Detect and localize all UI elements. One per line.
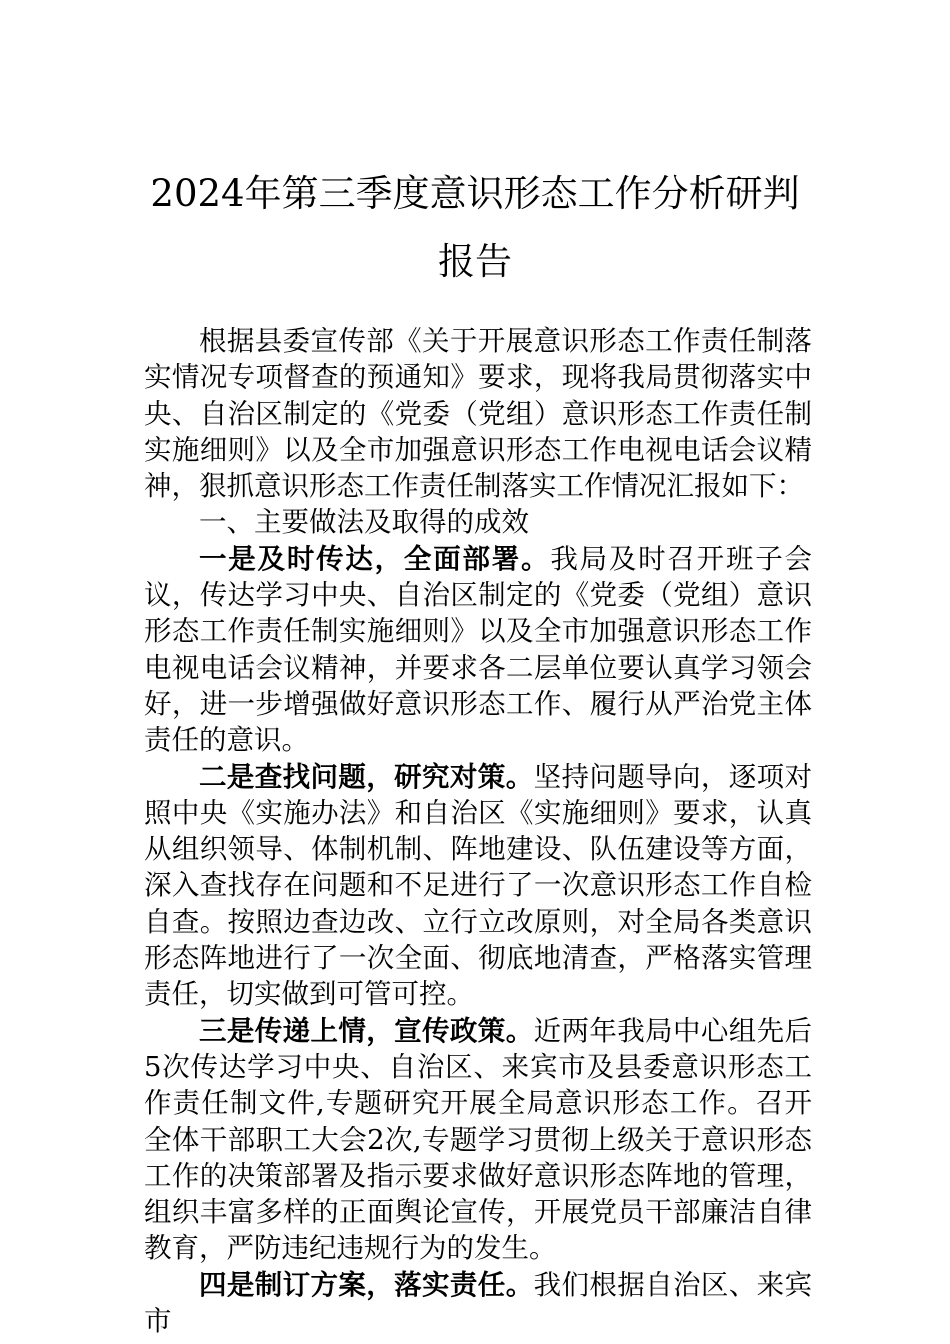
paragraph-3-lead: 三是传递上情，宣传政策。 [199,1014,534,1047]
paragraph-1-lead: 一是及时传达，全面部署。 [199,542,551,575]
paragraph-3-text: 近两年我局中心组先后5次传达学习中央、自治区、来宾市及县委意识形态工作责任制文件,专题研究开展全局意识形态工作。召开全体干部职工大会2次,专题学习贯彻上级关于意识形态工作的决策部署及指示要求做好意识形态阵地的管理，组织丰富多样的正面舆论宣传，开展党员干部廉洁自律教育，严防违纪违规行为的发生。 [144,1014,813,1265]
paragraph-1-text: 我局及时召开班子会议，传达学习中央、自治区制定的《党委（党组）意识形态工作责任制实施细则》以及全市加强意识形态工作电视电话会议精神，并要求各二层单位要认真学习领会好，进一步增强做好意识形态工作、履行从严治党主体责任的意识。 [144,542,813,757]
paragraph-3 [144,1013,812,1267]
paragraph-2 [144,759,812,1013]
document-title: 2024年第三季度意识形态工作分析研判报告 [150,172,800,283]
paragraph-4-lead: 四是制订方案，落实责任。 [199,1268,534,1301]
paragraph-1 [144,541,812,759]
paragraph-2-lead: 二是查找问题，研究对策。 [199,760,534,793]
section-heading: 一、主要做法及取得的成效 [199,506,529,539]
intro-paragraph: 根据县委宣传部《关于开展意识形态工作责任制落实情况专项督查的预通知》要求，现将我局贯彻落实中央、自治区制定的《党委（党组）意识形态工作责任制实施细则》以及全市加强意识形态工作电视电话会议精神，狠抓意识形态工作责任制落实工作情况汇报如下： [144,325,812,503]
document-body [144,323,812,1339]
paragraph-4-text: 我们根据自治区、来宾市 [144,1268,813,1338]
paragraph-2-text: 坚持问题导向，逐项对照中央《实施办法》和自治区《实施细则》要求，认真从组织领导、体制机制、阵地建设、队伍建设等方面，深入查找存在问题和不足进行了一次意识形态工作自检自查。按照边查边改、立行立改原则，对全局各类意识形态阵地进行了一次全面、彻底地清查，严格落实管理责任，切实做到可管可控。 [144,760,813,1011]
paragraph-4 [144,1267,812,1340]
